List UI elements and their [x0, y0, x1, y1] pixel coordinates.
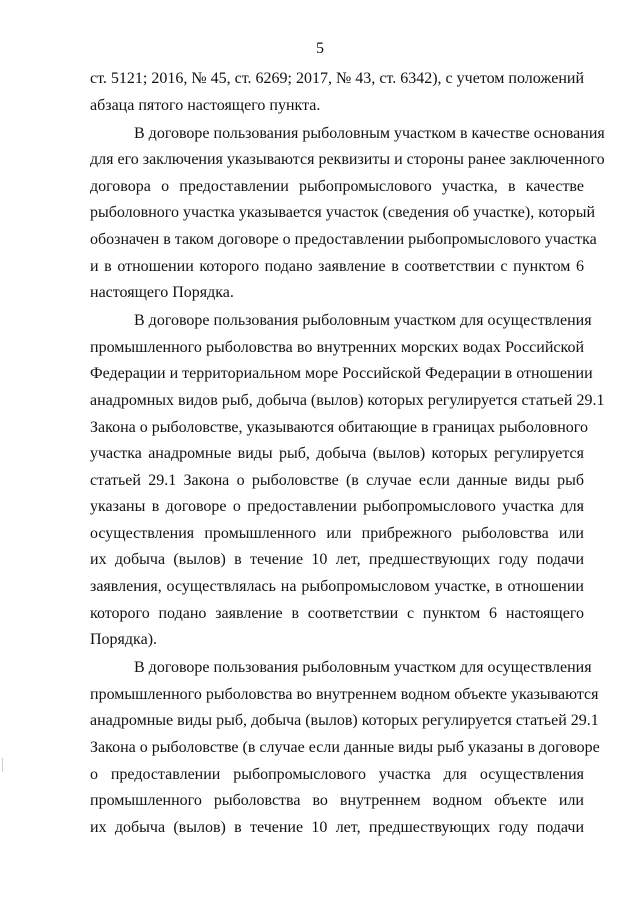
- text-line: для его заключения указываются реквизиты и стороны ранее заключенного: [90, 151, 605, 169]
- text-line: о предоставлении рыбопромыслового участка для осуществления: [90, 765, 584, 783]
- text-line: ст. 5121; 2016, № 45, ст. 6269; 2017, № 43, ст. 6342), с учетом положений: [90, 70, 584, 87]
- text-line: договора о предоставлении рыбопромыслового участка, в качестве: [90, 177, 584, 195]
- text-line: абзаца пятого настоящего пункта.: [90, 96, 321, 114]
- text-line: Закона о рыболовстве, указываются обитающие в границах рыболовного: [90, 418, 588, 436]
- text-line: заявления, осуществлялась на рыбопромысловом участке, в отношении: [90, 578, 584, 596]
- text-line: обозначен в таком договоре о предоставлении рыбопромыслового участка: [90, 230, 597, 248]
- text-line: которого подано заявление в соответствии с пунктом 6 настоящего: [90, 604, 584, 622]
- text-line: их добыча (вылов) в течение 10 лет, предшествующих году подачи: [90, 818, 584, 836]
- text-line: В договоре пользования рыболовным участком для осуществления: [134, 659, 592, 677]
- text-line: их добыча (вылов) в течение 10 лет, предшествующих году подачи: [90, 551, 584, 569]
- text-line: Порядка).: [90, 631, 158, 649]
- paragraph-2: [90, 121, 605, 307]
- scan-artifact: [2, 758, 3, 772]
- text-line: анадромных видов рыб, добыча (вылов) которых регулируется статьей 29.1: [90, 391, 605, 409]
- text-line: Федерации и территориальном море Российской Федерации в отношении: [90, 365, 593, 383]
- text-line: указаны в договоре о предоставлении рыбопромыслового участка для: [90, 498, 584, 516]
- text-line: В договоре пользования рыболовным участком для осуществления: [134, 312, 592, 330]
- paragraph-4: [90, 655, 600, 841]
- text-line: Закона о рыболовстве (в случае если данные виды рыб указаны в договоре: [90, 739, 600, 757]
- paragraph-3: [90, 308, 605, 654]
- text-line: рыболовного участка указывается участок (сведения об участке), который: [90, 204, 596, 222]
- text-line: статьей 29.1 Закона о рыболовстве (в случае если данные виды рыб: [90, 471, 584, 489]
- text-line: промышленного рыболовства во внутреннем водном объекте указываются: [90, 685, 599, 703]
- body-text: [90, 66, 605, 841]
- text-line: осуществления промышленного или прибрежного рыболовства или: [90, 524, 584, 542]
- text-line: настоящего Порядка.: [90, 284, 234, 302]
- paragraph-1: [90, 66, 584, 119]
- text-line: участка анадромные виды рыб, добыча (вылов) которых регулируется: [90, 445, 584, 463]
- page-number: 5: [316, 40, 324, 57]
- text-line: промышленного рыболовства во внутренних морских водах Российской: [90, 338, 584, 356]
- text-line: промышленного рыболовства во внутреннем водном объекте или: [90, 792, 584, 810]
- text-line: анадромные виды рыб, добыча (вылов) которых регулируется статьей 29.1: [90, 712, 599, 730]
- text-line: и в отношении которого подано заявление в соответствии с пунктом 6: [90, 257, 584, 275]
- text-line: В договоре пользования рыболовным участком в качестве основания: [134, 124, 605, 142]
